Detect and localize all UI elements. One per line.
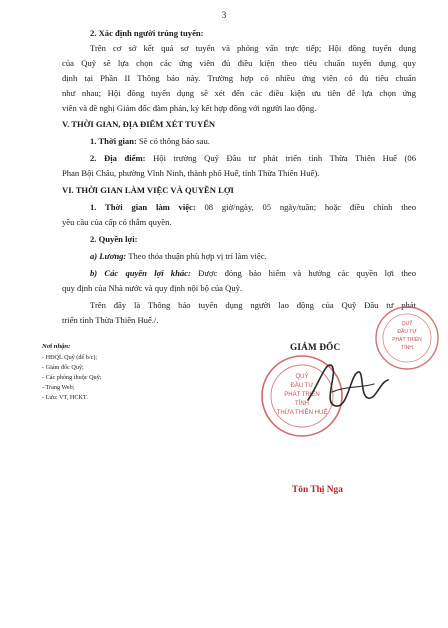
svg-text:ĐẦU TƯ: ĐẦU TƯ bbox=[397, 329, 417, 335]
handwritten-signature bbox=[302, 352, 402, 422]
paragraph-line: của Quỹ sẽ lựa chọn các ứng viên đủ điều kiện theo tiêu chuẩn tuyển dụng quy bbox=[62, 58, 416, 68]
other-rights-label: b) Các quyền lợi khác: bbox=[90, 268, 191, 278]
place-label: 2. Địa điểm: bbox=[90, 153, 146, 163]
svg-text:TỈNH: TỈNH bbox=[401, 345, 413, 351]
section-heading-v: V. THỜI GIAN, ĐỊA ĐIỂM XÉT TUYỂN bbox=[62, 119, 216, 129]
paragraph-line: như nhau; Hội đồng tuyển dụng sẽ xét đến các điều kiện ưu tiên để lựa chọn ứng bbox=[62, 88, 416, 98]
paragraph-line: Trên cơ sở kết quả sơ tuyển và phỏng vấn trực tiếp; Hội đồng tuyển dụng bbox=[90, 43, 416, 53]
time-value: Sẽ có thông báo sau. bbox=[136, 136, 210, 146]
paragraph-line: viên và đề nghị Giám đốc đàm phán, ký kết hợp đồng với người lao động. bbox=[62, 103, 317, 113]
other-rights-value: Được đóng bảo hiểm và hưởng các quyền lợi theo bbox=[190, 268, 416, 278]
recipient-item: - Lưu: VT, HCKT. bbox=[42, 394, 88, 401]
svg-text:PHÁT TRIỂN: PHÁT TRIỂN bbox=[392, 337, 422, 343]
other-rights-line bbox=[90, 268, 416, 279]
place-line bbox=[90, 153, 416, 164]
svg-text:PHÁT TRIỂN: PHÁT TRIỂN bbox=[284, 392, 320, 398]
salary-line bbox=[90, 251, 267, 262]
recipients-heading: Nơi nhận: bbox=[42, 343, 71, 350]
recipient-item: - HĐQL Quỹ (để b/c); bbox=[42, 354, 98, 361]
svg-text:ĐẦU TƯ: ĐẦU TƯ bbox=[290, 383, 314, 389]
section-heading-vi: VI. THỜI GIAN LÀM VIỆC VÀ QUYỀN LỢI bbox=[62, 185, 234, 195]
time-label: 1. Thời gian: bbox=[90, 136, 137, 146]
place-continuation: Phan Bội Châu, phường Vĩnh Ninh, thành phố Huế, tỉnh Thừa Thiên Huế). bbox=[62, 168, 320, 178]
place-value: Hội trường Quỹ Đầu tư phát triển tỉnh Thừa Thiên Huế (06 bbox=[145, 153, 416, 163]
signer-name: Tôn Thị Nga bbox=[292, 485, 343, 495]
time-line bbox=[90, 136, 210, 147]
paragraph-line: định tại Phần II Thông báo này. Trường hợp có nhiều ứng viên có đủ tiêu chuẩn bbox=[62, 73, 416, 83]
svg-text:QUỸ: QUỸ bbox=[401, 321, 413, 327]
signatory-title: GIÁM ĐỐC bbox=[290, 342, 341, 352]
recipient-item: - Các phòng thuộc Quỹ; bbox=[42, 374, 102, 381]
work-time-label: 1. Thời gian làm việc: bbox=[90, 202, 196, 212]
svg-text:QUỸ: QUỸ bbox=[295, 374, 309, 380]
work-time-continuation: yêu cầu của cấp có thẩm quyền. bbox=[62, 217, 172, 227]
rights-heading: 2. Quyền lợi: bbox=[90, 234, 138, 244]
recipient-item: - Giám đốc Quỹ; bbox=[42, 364, 84, 371]
salary-value: Theo thỏa thuận phù hợp vị trí làm việc. bbox=[126, 251, 267, 261]
salary-label: a) Lương: bbox=[90, 251, 127, 261]
work-time-value: 08 giờ/ngày, 05 ngày/tuần; hoặc điều chỉnh theo bbox=[195, 202, 417, 212]
page-number: 3 bbox=[221, 10, 227, 20]
closing-line: Trên đây là Thông báo tuyển dụng người lao động của Quỹ Đầu tư phát bbox=[90, 300, 416, 310]
svg-text:THỪA THIÊN HUẾ: THỪA THIÊN HUẾ bbox=[276, 410, 328, 416]
closing-line: triển tỉnh Thừa Thiên Huế./. bbox=[62, 315, 159, 325]
work-time-line bbox=[90, 202, 416, 213]
recipient-item: - Trang Web; bbox=[42, 384, 75, 391]
svg-text:TỈNH: TỈNH bbox=[295, 401, 309, 407]
section-heading-selection: 2. Xác định người trúng tuyển: bbox=[90, 28, 204, 38]
other-rights-continuation: quy định của Nhà nước và quy định nội bộ của Quỹ. bbox=[62, 283, 243, 293]
